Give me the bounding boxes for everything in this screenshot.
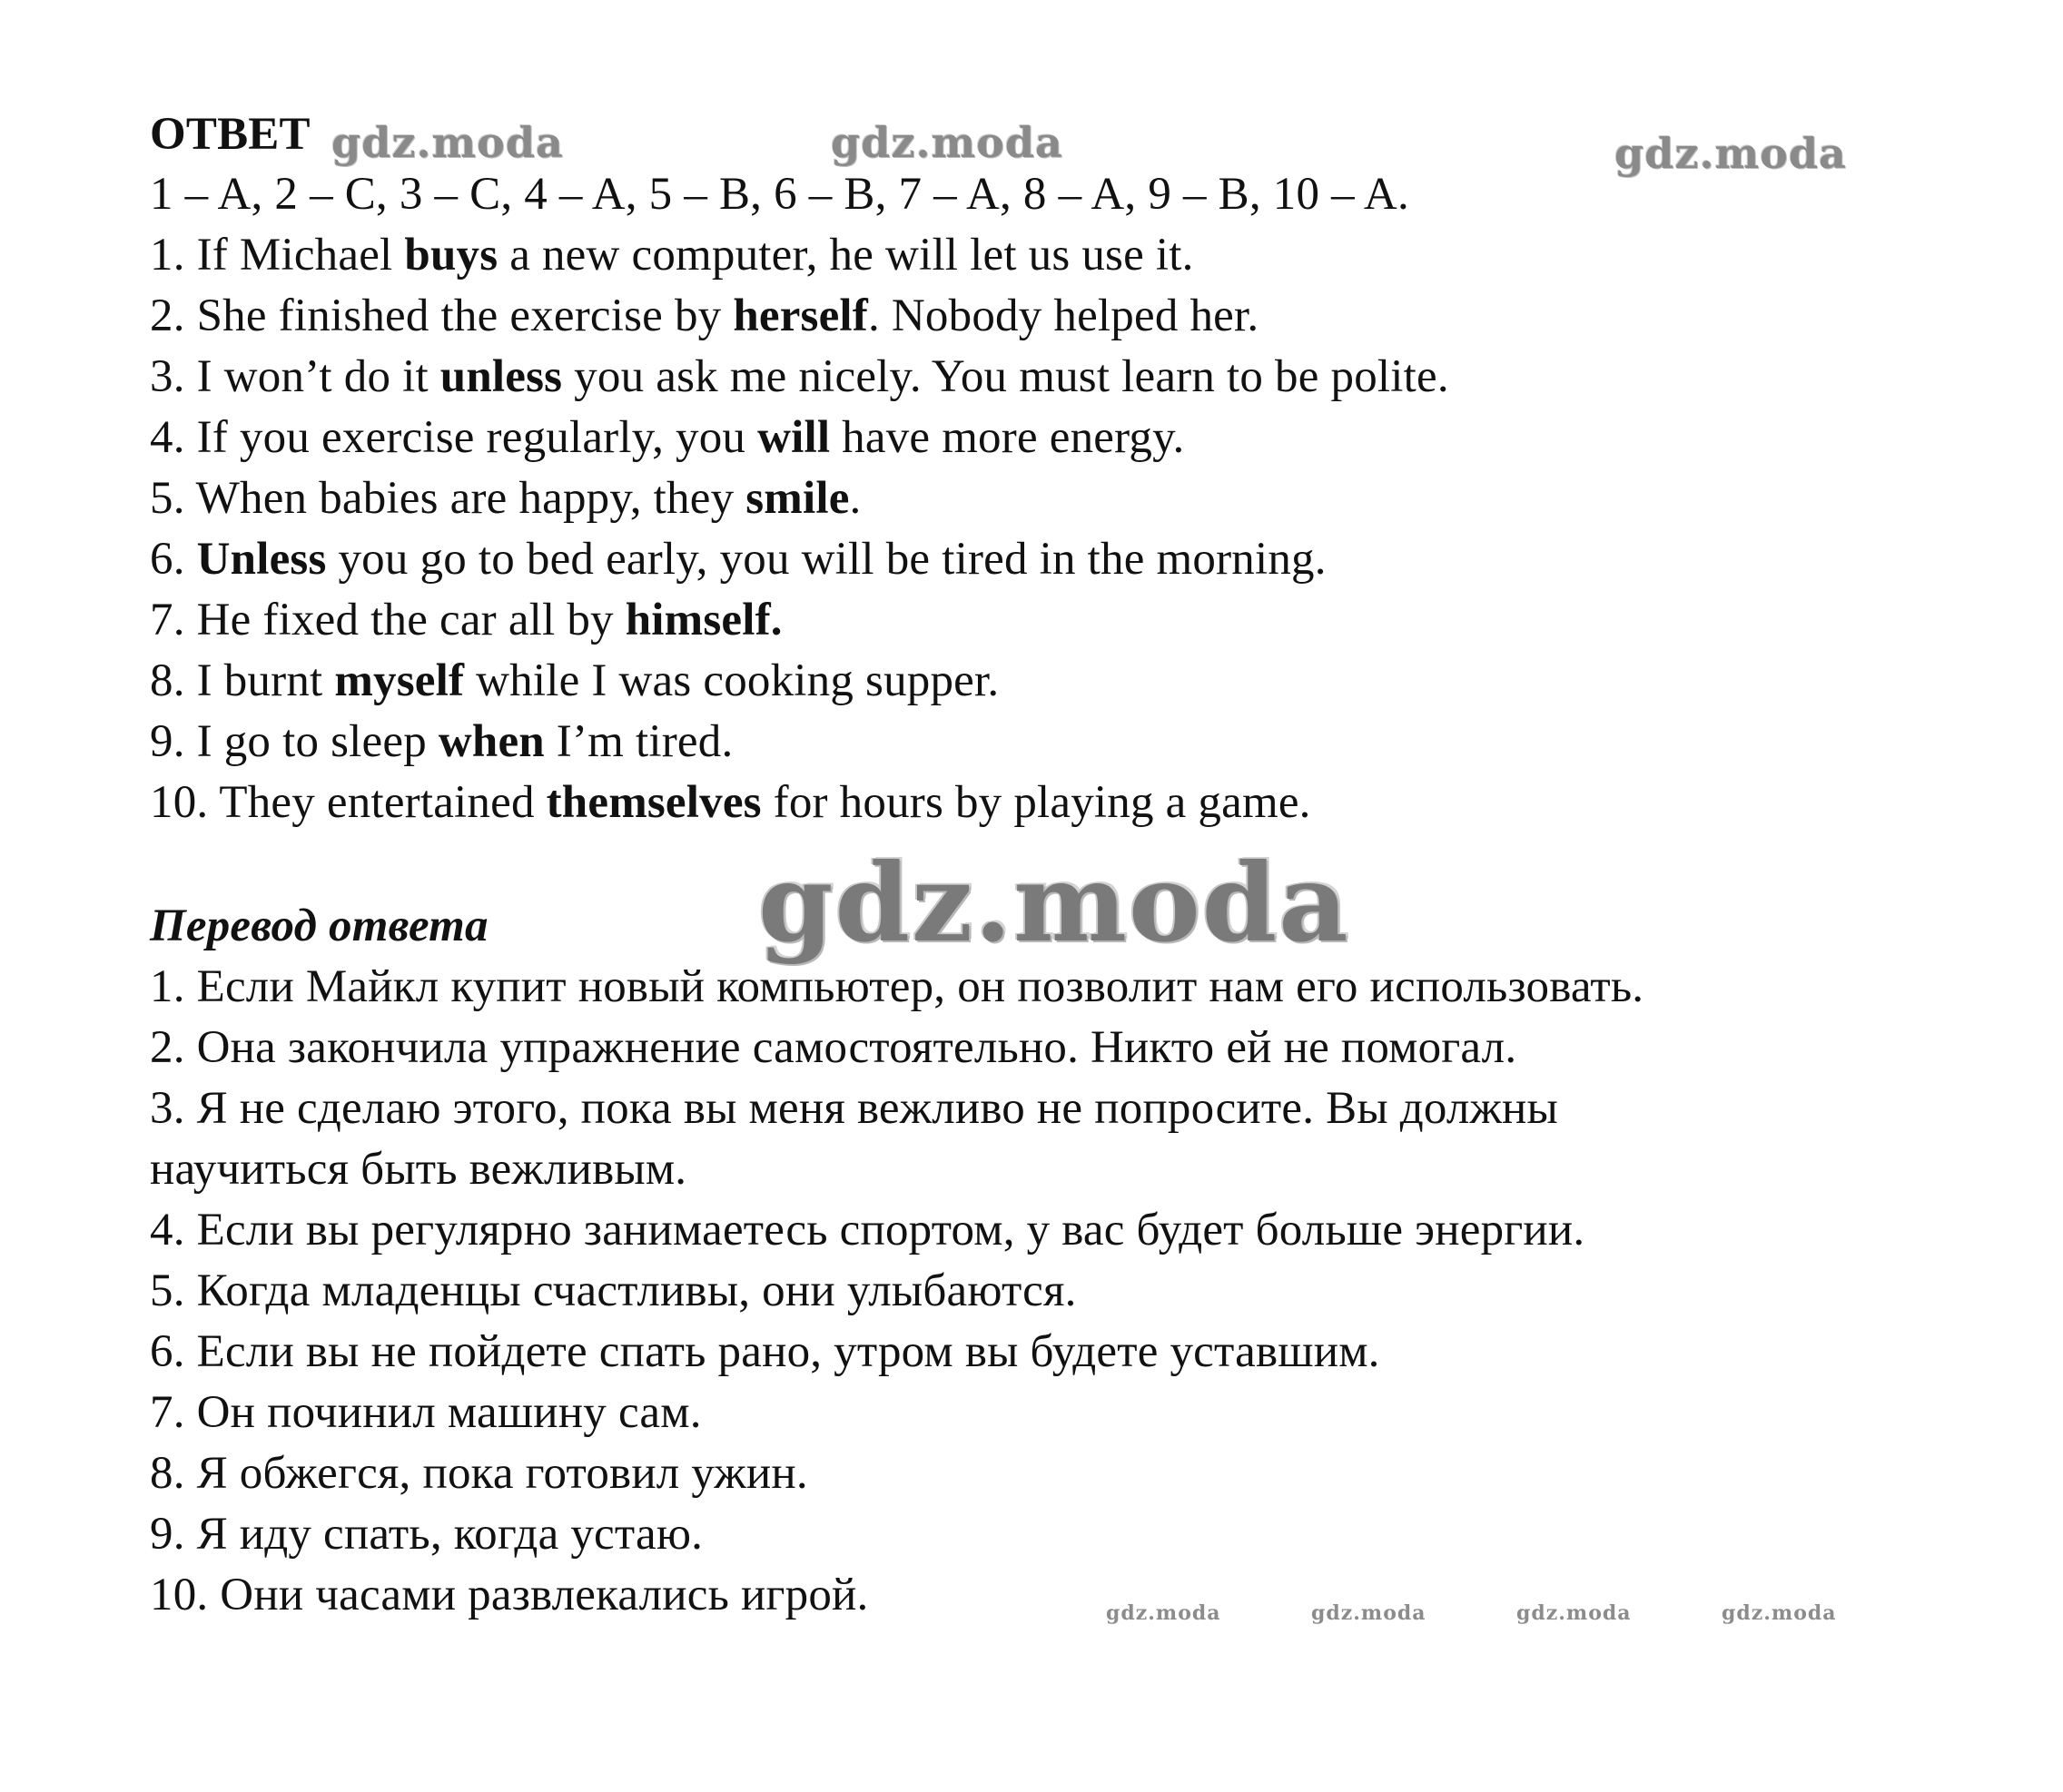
answer-sentence-1: 1. If Michael buys a new computer, he will let us use it.: [150, 230, 1194, 281]
watermark-footer: gdz.moda: [1106, 1601, 1221, 1625]
answer-sentence-10: 10. They entertained themselves for hours by playing a game.: [150, 777, 1311, 828]
watermark-footer: gdz.moda: [1311, 1601, 1426, 1625]
answer-word: herself: [733, 290, 868, 341]
answer-sentence-7: 7. He fixed the car all by himself.: [150, 595, 783, 645]
watermark-footer: gdz.moda: [1516, 1601, 1632, 1625]
watermark-top-center: gdz.moda: [831, 118, 1063, 167]
answer-word: himself.: [625, 595, 783, 645]
answer-word: unless: [439, 351, 563, 402]
watermark-big: gdz.moda: [758, 840, 1350, 966]
translation-line: 3. Я не сделаю этого, пока вы меня вежливо не попросите. Вы должны: [150, 1083, 1558, 1134]
answer-word: buys: [404, 230, 498, 281]
answer-heading: ОТВЕТ: [150, 109, 311, 160]
translation-heading: Перевод ответа: [150, 901, 489, 951]
answer-word: smile: [745, 473, 850, 524]
watermark-top-left: gdz.moda: [331, 118, 564, 167]
translation-line: 1. Если Майкл купит новый компьютер, он позволит нам его использовать.: [150, 961, 1644, 1012]
translation-line: 10. Они часами развлекались игрой.: [150, 1570, 869, 1620]
translation-line: 5. Когда младенцы счастливы, они улыбаются.: [150, 1265, 1077, 1316]
answer-sentence-8: 8. I burnt myself while I was cooking supper.: [150, 655, 1000, 706]
translation-line: 9. Я иду спать, когда устаю.: [150, 1509, 704, 1560]
answer-sentence-9: 9. I go to sleep when I’m tired.: [150, 716, 734, 767]
translation-line: 8. Я обжегся, пока готовил ужин.: [150, 1448, 808, 1499]
answer-sentence-2: 2. She finished the exercise by herself. Nobody helped her.: [150, 290, 1259, 341]
translation-line: 7. Он починил машину сам.: [150, 1387, 702, 1438]
answer-word: themselves: [546, 777, 762, 828]
translation-line: 4. Если вы регулярно занимаетесь спортом, у вас будет больше энергии.: [150, 1205, 1585, 1255]
answer-sentence-3: 3. I won’t do it unless you ask me nicely. You must learn to be polite.: [150, 351, 1449, 402]
answer-word: Unless: [196, 534, 327, 585]
answer-word: will: [757, 412, 831, 463]
answer-sentence-6: 6. Unless you go to bed early, you will be tired in the morning.: [150, 534, 1327, 585]
translation-line: 6. Если вы не пойдете спать рано, утром вы будете уставшим.: [150, 1326, 1380, 1377]
answer-sentence-4: 4. If you exercise regularly, you will have more energy.: [150, 412, 1185, 463]
answer-word: when: [438, 716, 545, 767]
answer-key: 1 – A, 2 – C, 3 – C, 4 – A, 5 – B, 6 – B, 7 – A, 8 – A, 9 – B, 10 – A.: [150, 169, 1409, 220]
translation-line: научиться быть вежливым.: [150, 1144, 687, 1195]
answer-word: myself: [334, 655, 465, 706]
watermark-footer: gdz.moda: [1722, 1601, 1837, 1625]
answer-sentence-5: 5. When babies are happy, they smile.: [150, 473, 862, 524]
translation-line: 2. Она закончила упражнение самостоятельно. Никто ей не помогал.: [150, 1022, 1517, 1073]
watermark-top-right: gdz.moda: [1614, 129, 1847, 178]
